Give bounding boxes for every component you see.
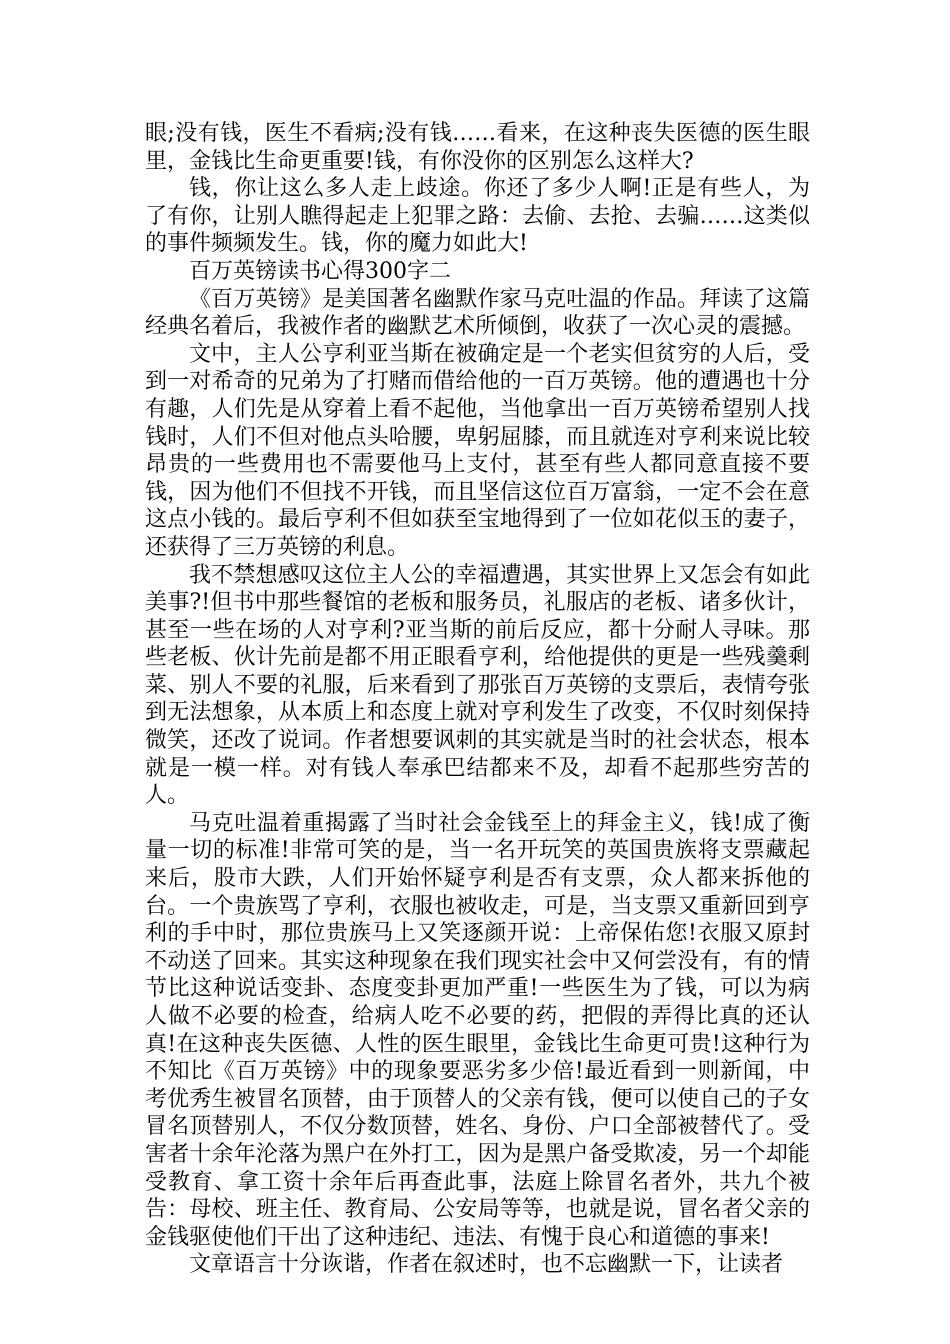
- paragraph-6: 马克吐温着重揭露了当时社会金钱至上的拜金主义，钱!成了衡量一切的标准!非常可笑的是，当一名开玩笑的英国贵族将支票藏起来后，股市大跌，人们开始怀疑亨利是否有支票，众人都来拆他的台。一个贵族骂了亨利，衣服也被收走，可是，当支票又重新回到亨利的手中时，那位贵族马上又笑逐颜开说：上帝保佑您!衣服又原封不动送了回来。其实这种现象在我们现实社会中又何尝没有，有的情节比这种说话变卦、态度变卦更加严重!一些医生为了钱，可以为病人做不必要的检查，给病人吃不必要的药，把假的弄得比真的还认真!在这种丧失医德、人性的医生眼里，金钱比生命更可贵!这种行为不知比《百万英镑》中的现象要恶劣多少倍!最近看到一则新闻，中考优秀生被冒名顶替，由于顶替人的父亲有钱，便可以使自己的子女冒名顶替别人，不仅分数顶替，姓名、身份、户口全部被替代了。受害者十余年沦落为黑户在外打工，因为是黑户备受欺凌，另一个却能受教育、拿工资十余年后再查此事，法庭上除冒名者外，共九个被告：母校、班主任、教育局、公安局等等，也就是说，冒名者父亲的金钱驱使他们干出了这种违纪、违法、有愧于良心和道德的事来!: [145, 810, 810, 1250]
- section-heading: 百万英镑读书心得300字二: [189, 258, 451, 284]
- paragraph-3: 《百万英镑》是美国著名幽默作家马克吐温的作品。拜读了这篇经典名着后，我被作者的幽默艺术所倾倒，收获了一次心灵的震撼。: [145, 286, 810, 340]
- paragraph-1: 眼;没有钱，医生不看病;没有钱……看来，在这种丧失医德的医生眼里，金钱比生命更重要!钱，有你没你的区别怎么这样大?: [145, 121, 810, 174]
- paragraph-7: 文章语言十分诙谐，作者在叙述时，也不忘幽默一下，让读者: [189, 1252, 784, 1278]
- paragraph-2: 钱，你让这么多人走上歧途。你还了多少人啊!正是有些人，为了有你，让别人瞧得起走上犯罪之路：去偷、去抢、去骗……这类似的事件频频发生。钱，你的魔力如此大!: [145, 176, 810, 257]
- paragraph-5: 我不禁想感叹这位主人公的幸福遭遇，其实世界上又怎会有如此美事?!但书中那些餐馆的老板和服务员，礼服店的老板、诸多伙计，甚至一些在场的人对亨利?亚当斯的前后反应，都十分耐人寻味。那些老板、伙计先前是都不用正眼看亨利，给他提供的更是一些残羹剩菜、别人不要的礼服，后来看到了那张百万英镑的支票后，表情夸张到无法想象，从本质上和态度上就对亨利发生了改变，不仅时刻保持微笑，还改了说词。作者想要讽刺的其实就是当时的社会状态，根本就是一模一样。对有钱人奉承巴结都来不及，却看不起那些穷苦的人。: [145, 562, 810, 809]
- paragraph-4: 文中，主人公亨利亚当斯在被确定是一个老实但贫穷的人后，受到一对希奇的兄弟为了打赌而借给他的一百万英镑。他的遭遇也十分有趣，人们先是从穿着上看不起他，当他拿出一百万英镑希望别人找钱时，人们不但对他点头哈腰，卑躬屈膝，而且就连对亨利来说比较昂贵的一些费用也不需要他马上支付，甚至有些人都同意直接不要钱，因为他们不但找不开钱，而且坚信这位百万富翁，一定不会在意这点小钱的。最后亨利不但如获至宝地得到了一位如花似玉的妻子，还获得了三万英镑的利息。: [145, 341, 810, 560]
- document-body: [145, 120, 810, 1279]
